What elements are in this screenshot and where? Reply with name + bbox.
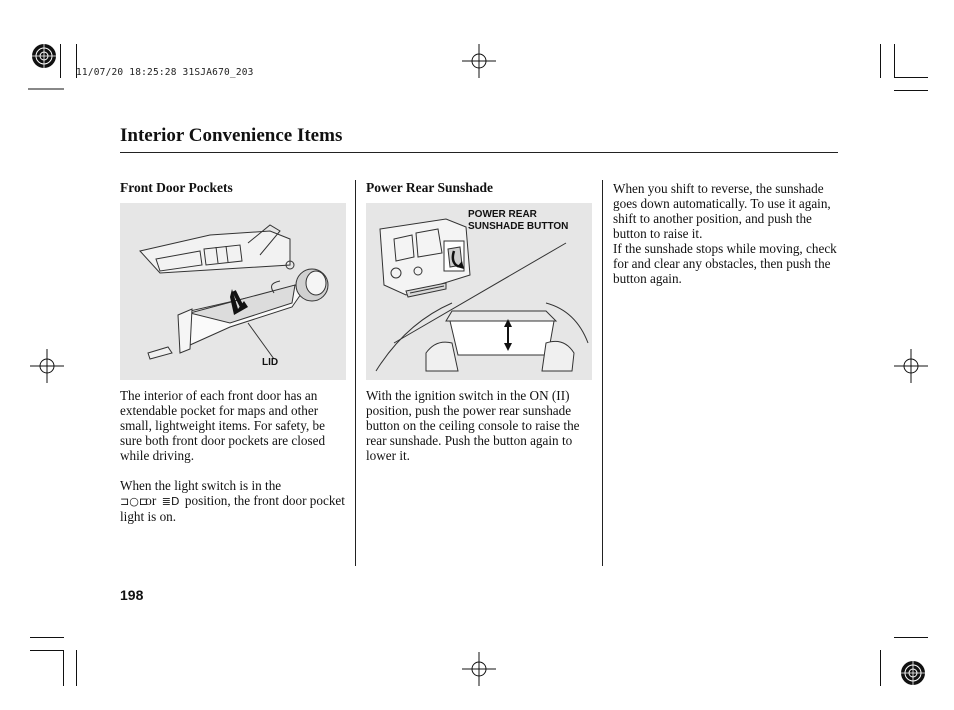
- section-title: Interior Convenience Items: [120, 125, 343, 146]
- front-door-pockets-text: [120, 388, 348, 524]
- crop-mark: [60, 44, 61, 78]
- sunshade-paragraph: With the ignition switch in the ON (II) position, push the power rear sunshade button on the ceiling console to raise the rear sunshade. Push the button again to lower it.: [366, 388, 580, 463]
- crop-mark: [63, 650, 64, 686]
- column-divider: [355, 180, 356, 566]
- print-stamp: 11/07/20 18:25:28 31SJA670_203: [76, 67, 254, 78]
- registration-crosshair-left: [30, 349, 64, 383]
- registration-crosshair-top: [462, 44, 496, 78]
- crop-mark: [894, 77, 928, 78]
- registration-crosshair-right: [894, 349, 928, 383]
- crop-mark: [30, 637, 64, 638]
- light-switch-paragraph: [120, 478, 348, 524]
- registration-mark-bottom-right: [896, 656, 930, 690]
- crop-mark: [880, 650, 881, 686]
- sunshade-illustration: [366, 203, 592, 380]
- headlights-icon: ≣D: [161, 495, 180, 508]
- light-switch-text-start: When the light switch is in the: [120, 478, 282, 493]
- front-door-pockets-paragraph: The interior of each front door has an extendable pocket for maps and other small, lightweight items. For safety, be sure both front door pockets are closed while driving.: [120, 388, 326, 463]
- crop-mark: [30, 650, 64, 651]
- crop-mark: [894, 637, 928, 638]
- sunshade-button-label-line2: SUNSHADE BUTTON: [468, 221, 569, 232]
- front-door-pockets-heading: Front Door Pockets: [120, 180, 233, 195]
- obstacle-paragraph: If the sunshade stops while moving, check for and clear any obstacles, then push the button again.: [613, 241, 837, 286]
- crop-mark: [894, 90, 928, 91]
- light-switch-text-or: or: [145, 493, 157, 508]
- power-rear-sunshade-text: [366, 388, 590, 463]
- page-number: 198: [120, 587, 144, 603]
- sunshade-button-label-line1: POWER REAR: [468, 209, 537, 220]
- crop-mark: [880, 44, 881, 78]
- sunshade-notes: [613, 181, 841, 286]
- registration-crosshair-bottom: [462, 652, 496, 686]
- front-door-pocket-illustration: [120, 203, 346, 380]
- power-rear-sunshade-heading: Power Rear Sunshade: [366, 180, 494, 195]
- sunshade-button-label: [468, 209, 568, 233]
- title-rule: [120, 152, 838, 153]
- crop-mark: [894, 44, 895, 78]
- light-switch-text-end: position, the front door pocket light is on.: [120, 493, 345, 524]
- parking-lights-icon: ⊐○⊏: [120, 495, 149, 508]
- crop-mark: [76, 650, 77, 686]
- reverse-paragraph: When you shift to reverse, the sunshade goes down automatically. To use it again, shift to another position, and push the button to raise it.: [613, 181, 831, 241]
- lid-label: LID: [262, 357, 279, 368]
- column-divider: [602, 180, 603, 566]
